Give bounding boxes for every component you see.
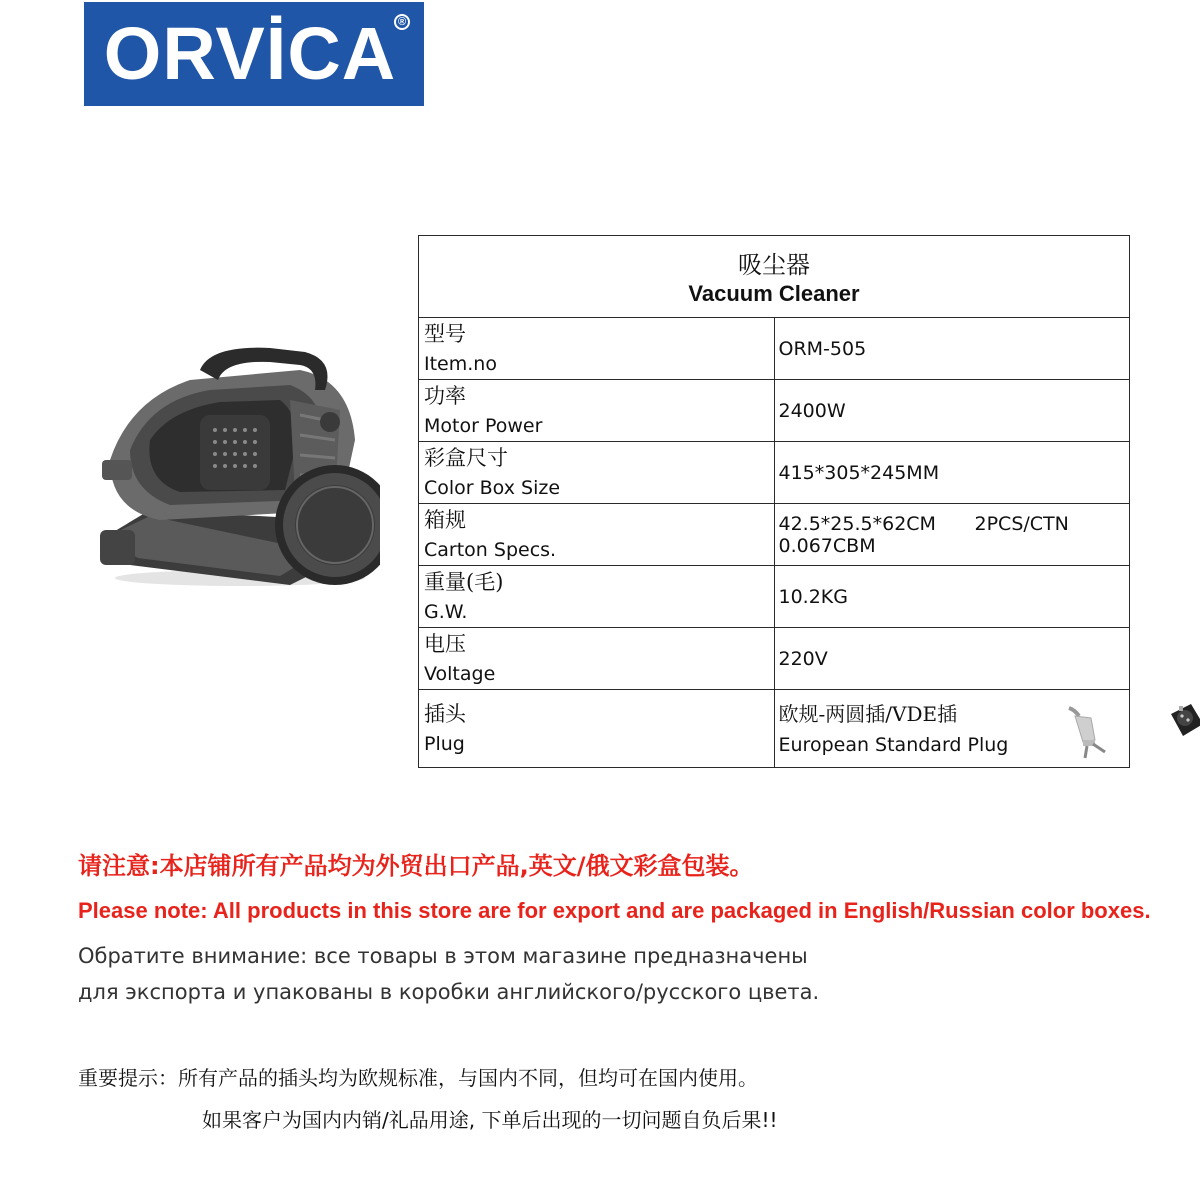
plug-value-cn: 欧规-两圆插/VDE插	[778, 702, 958, 726]
notice-ru-line1: Обратите внимание: все товары в этом магазине предназначены	[78, 944, 808, 968]
label-cn: 彩盒尺寸	[424, 445, 508, 470]
table-row	[419, 690, 1130, 768]
label-cn: 插头	[424, 701, 466, 726]
logo-text: ORVİCA	[103, 12, 397, 95]
row-value: 220V	[774, 628, 1130, 690]
row-label	[419, 690, 775, 768]
notice-en: Please note: All products in this store are for export and are packaged in English/Russian color boxes.	[78, 898, 1151, 923]
table-row	[419, 380, 1130, 442]
label-en: Motor Power	[424, 414, 543, 437]
label-en: Plug	[424, 732, 465, 755]
row-value: 415*305*245MM	[774, 442, 1130, 504]
row-value	[774, 504, 1130, 566]
row-label	[419, 504, 775, 566]
euro-plug-icon	[1061, 700, 1121, 760]
label-en: Carton Specs.	[424, 538, 557, 561]
table-row	[419, 566, 1130, 628]
important-tip-line1: 重要提示：所有产品的插头均为欧规标准，与国内不同，但均可在国内使用。	[78, 1066, 758, 1090]
table-row	[419, 442, 1130, 504]
row-label	[419, 628, 775, 690]
schuko-plug-icon	[1165, 696, 1200, 746]
notice-ru	[78, 938, 819, 1010]
spec-table	[418, 235, 1130, 768]
label-cn: 重量(毛)	[424, 569, 504, 594]
table-title-en: Vacuum Cleaner	[688, 280, 860, 306]
row-label	[419, 380, 775, 442]
table-title-cell	[419, 236, 1130, 318]
carton-pcs: 2PCS/CTN	[974, 512, 1069, 535]
carton-cbm: 0.067CBM	[778, 534, 876, 557]
label-cn: 电压	[424, 631, 466, 656]
label-cn: 型号	[424, 321, 466, 346]
label-en: G.W.	[424, 600, 468, 623]
table-row	[419, 318, 1130, 380]
brand-logo	[84, 2, 424, 106]
table-title-cn: 吸尘器	[738, 250, 810, 279]
row-value: 10.2KG	[774, 566, 1130, 628]
carton-size: 42.5*25.5*62CM	[778, 512, 936, 535]
row-value	[774, 690, 1130, 768]
notice-cn: 请注意:本店铺所有产品均为外贸出口产品,英文/俄文彩盒包装。	[78, 852, 754, 880]
row-label	[419, 442, 775, 504]
vacuum-cleaner-icon	[90, 340, 380, 590]
row-value: ORM-505	[774, 318, 1130, 380]
row-label	[419, 566, 775, 628]
important-tip-line2: 如果客户为国内内销/礼品用途, 下单后出现的一切问题自负后果!!	[202, 1108, 778, 1132]
label-en: Voltage	[424, 662, 496, 685]
label-en: Color Box Size	[424, 476, 561, 499]
label-cn: 功率	[424, 383, 466, 408]
plug-value-en: European Standard Plug	[778, 734, 1009, 756]
table-row	[419, 628, 1130, 690]
label-en: Item.no	[424, 352, 497, 375]
registered-mark: ®	[394, 14, 410, 30]
row-value: 2400W	[774, 380, 1130, 442]
table-row	[419, 504, 1130, 566]
label-cn: 箱规	[424, 507, 466, 532]
notice-ru-line2: для экспорта и упакованы в коробки английского/русского цвета.	[78, 980, 820, 1004]
row-label	[419, 318, 775, 380]
